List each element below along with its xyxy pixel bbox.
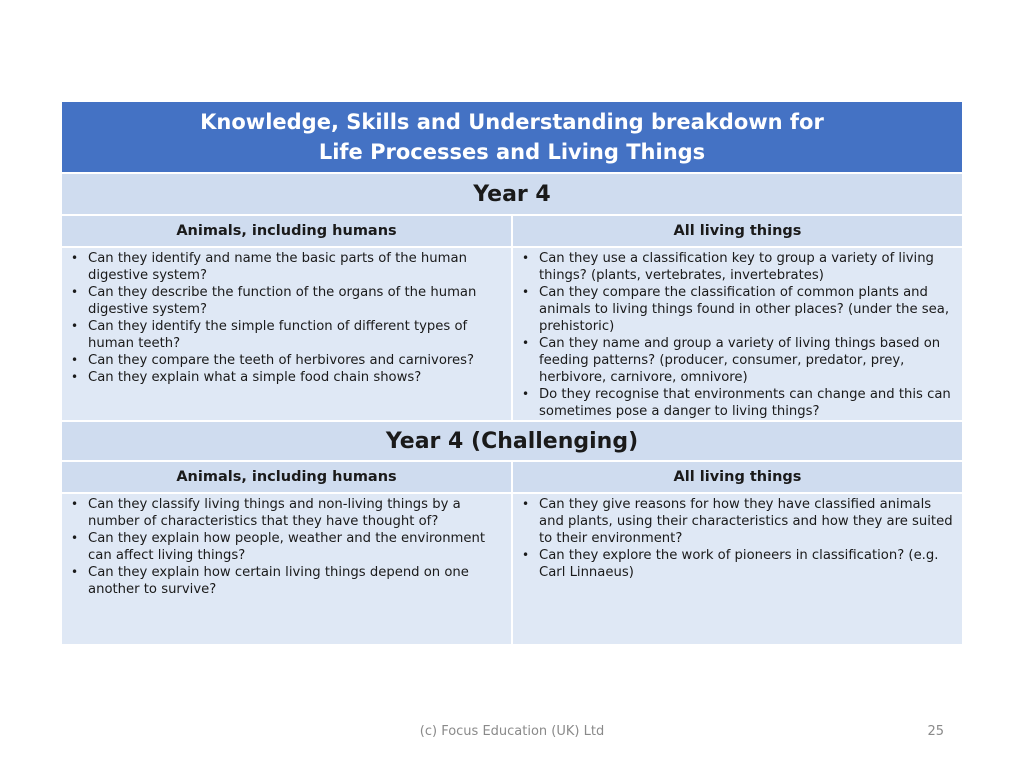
- section1-body: [62, 248, 962, 422]
- table-title: [62, 102, 962, 174]
- year-heading: Year 4: [62, 174, 962, 216]
- list-item: • Can they use a classification key to group a variety of living things? (plants, vertebrates, invertebrates): [519, 250, 954, 284]
- section2-column-headers: [62, 462, 962, 494]
- title-line-2: Life Processes and Living Things: [318, 140, 706, 164]
- section2-body: [62, 494, 962, 646]
- list-item: • Can they identify and name the basic parts of the human digestive system?: [68, 250, 503, 284]
- section2-col2-header: All living things: [511, 462, 962, 492]
- list-item: • Can they give reasons for how they have classified animals and plants, using their characteristics and how they are suited to their environment?: [519, 496, 954, 547]
- list-item: • Do they recognise that environments can change and this can sometimes pose a danger to living things?: [519, 386, 954, 420]
- breakdown-table: [62, 102, 962, 646]
- list-item: • Can they explain how certain living things depend on one another to survive?: [68, 564, 503, 598]
- section1-col1-header: Animals, including humans: [176, 223, 397, 239]
- list-item: • Can they explore the work of pioneers in classification? (e.g. Carl Linnaeus): [519, 547, 954, 581]
- list-item: • Can they identify the simple function of different types of human teeth?: [68, 318, 503, 352]
- section2-col2-list: [519, 496, 954, 581]
- section2-col1-list: [68, 496, 503, 598]
- list-item: • Can they classify living things and non-living things by a number of characteristics that they have thought of?: [68, 496, 503, 530]
- list-item: • Can they compare the teeth of herbivores and carnivores?: [68, 352, 503, 369]
- list-item: • Can they explain what a simple food chain shows?: [68, 369, 503, 386]
- list-item: • Can they compare the classification of common plants and animals to living things found in other places? (under the sea, prehistoric): [519, 284, 954, 335]
- section1-col2-list: [519, 250, 954, 420]
- section2-col1-cell: [62, 494, 511, 644]
- list-item: • Can they name and group a variety of living things based on feeding patterns? (producer, consumer, predator, prey, herbivore, carnivore, omnivore): [519, 335, 954, 386]
- section1-col2-header: All living things: [511, 216, 962, 246]
- section2-col2-cell: [511, 494, 962, 644]
- year-challenging-heading: Year 4 (Challenging): [62, 422, 962, 462]
- footer-copyright: (c) Focus Education (UK) Ltd: [419, 724, 605, 739]
- page-number: 25: [927, 724, 944, 739]
- list-item: • Can they describe the function of the organs of the human digestive system?: [68, 284, 503, 318]
- section1-col1-list: [68, 250, 503, 386]
- section1-col2-cell: [511, 248, 962, 420]
- section1-col1-cell: [62, 248, 511, 420]
- title-line-1: Knowledge, Skills and Understanding breakdown for: [200, 110, 824, 134]
- section2-col1-header: Animals, including humans: [176, 469, 397, 485]
- section1-column-headers: [62, 216, 962, 248]
- list-item: • Can they explain how people, weather and the environment can affect living things?: [68, 530, 503, 564]
